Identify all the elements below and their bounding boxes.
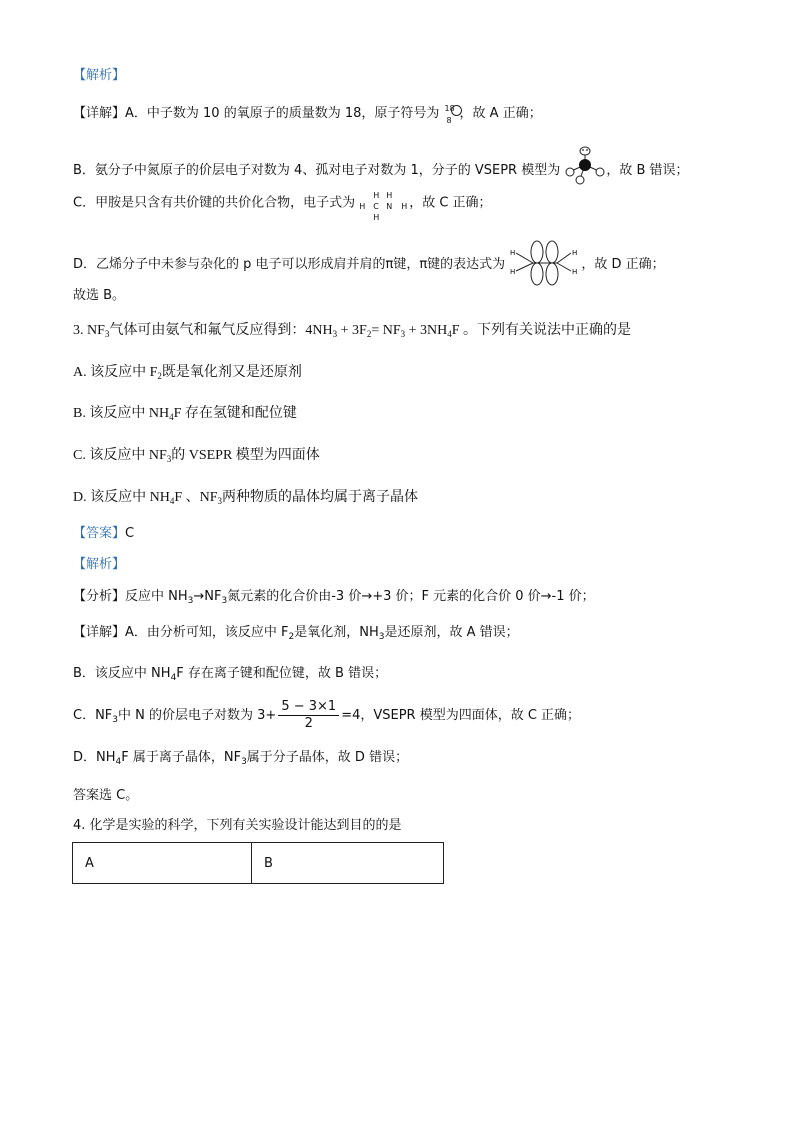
q3-detail-a: 【详解】A．由分析可知，该反应中 $F_2$是氧化剂，$NH_3$是还原剂，故 A 错误； <box>73 625 519 642</box>
q3-option-b: B. 该反应中 $NH_4F$ 存在氢键和配位键 <box>73 406 297 422</box>
fenxi-tag: 【分析】 <box>73 589 126 604</box>
q3-detail-d: D．$NH_4F$ 属于离子晶体，$NF_3$属于分子晶体，故 D 错误； <box>73 750 409 767</box>
q2-detail-a: 【详解】A．中子数为 10 的氧原子的质量数为 18，原子符号为 18 8 ，故 A 正确； <box>73 104 542 125</box>
q4-options-table <box>72 842 444 884</box>
q3-fenxi: 【分析】反应中 $NH_3\to NF_3$氮元素的化合价由-3 价→+3 价；F 元素的化合价 0 价→-1 价； <box>73 589 595 606</box>
analysis-tag: 【解析】 <box>73 68 126 83</box>
svg-text:H: H <box>510 249 516 257</box>
q2-detail-b: B．氨分子中氮原子的价层电子对数为 4、孤对电子对数为 1，分子的 VSEPR 模型为 ，故 B 错误； <box>73 146 689 186</box>
q2-detail-c: C．甲胺是只含有共价键的共价化合物，电子式为 H H C H H N H ，故 C 正确； <box>73 187 492 219</box>
q3-option-c: C. 该反应中 $NF_3$的 VSEPR 模型为四面体 <box>73 448 320 464</box>
q4-cell-a: A <box>73 843 252 884</box>
answer-tag: 【答案】 <box>73 526 126 541</box>
answer-value: C <box>125 526 135 541</box>
q3-conclusion: 答案选 C。 <box>73 788 139 803</box>
pi-bond-diagram <box>509 240 581 286</box>
q2-conclusion: 故选 B。 <box>73 288 126 303</box>
svg-text:H: H <box>510 268 516 276</box>
q3-detail-b: B．该反应中 $NH_4F$ 存在离子键和配位键，故 B 错误； <box>73 666 388 683</box>
vsepr-model-image <box>564 146 606 186</box>
q3-analysis-tag: 【解析】 <box>73 557 126 572</box>
q3-answer <box>73 525 134 543</box>
q3-option-a: A. 该反应中 $F_2$既是氧化剂又是还原剂 <box>73 365 302 381</box>
q4-stem: 4. 化学是实验的科学，下列有关实验设计能达到目的的是 <box>73 818 402 833</box>
methylamine-electron-formula: H H C H H N H <box>359 191 408 222</box>
svg-text:H: H <box>572 268 578 276</box>
q3-option-d: D. 该反应中 $NH_4F$ 、$NF_3$两种物质的晶体均属于离子晶体 <box>73 490 419 506</box>
svg-text:H: H <box>572 249 578 257</box>
q2-detail-d: D．乙烯分子中未参与杂化的 p 电子可以形成肩并肩的π键，π键的表达式为 H H H H ，故 D 正确； <box>73 240 665 286</box>
q4-cell-b: B <box>252 843 444 884</box>
detail-tag: 【详解】 <box>73 106 126 121</box>
valence-pair-fraction: $\frac{5 - 3\times 1}{2}$ <box>278 699 339 732</box>
detail-tag: 【详解】 <box>73 625 126 640</box>
q3-detail-c: C．$NF_3$中 N 的价层电子对数为 3+ $\frac{5 - 3\times 1}{2}$ =4，VSEPR 模型为四面体，故 C 正确； <box>73 699 581 731</box>
oxygen-isotope-symbol: 18 8 <box>444 104 460 120</box>
q3-stem: 3. $NF_3$气体可由氨气和氟气反应得到：$4NH_3 + 3F_2= NF_3 + 3NH_4F$ 。下列有关说法中正确的是 <box>73 323 632 339</box>
